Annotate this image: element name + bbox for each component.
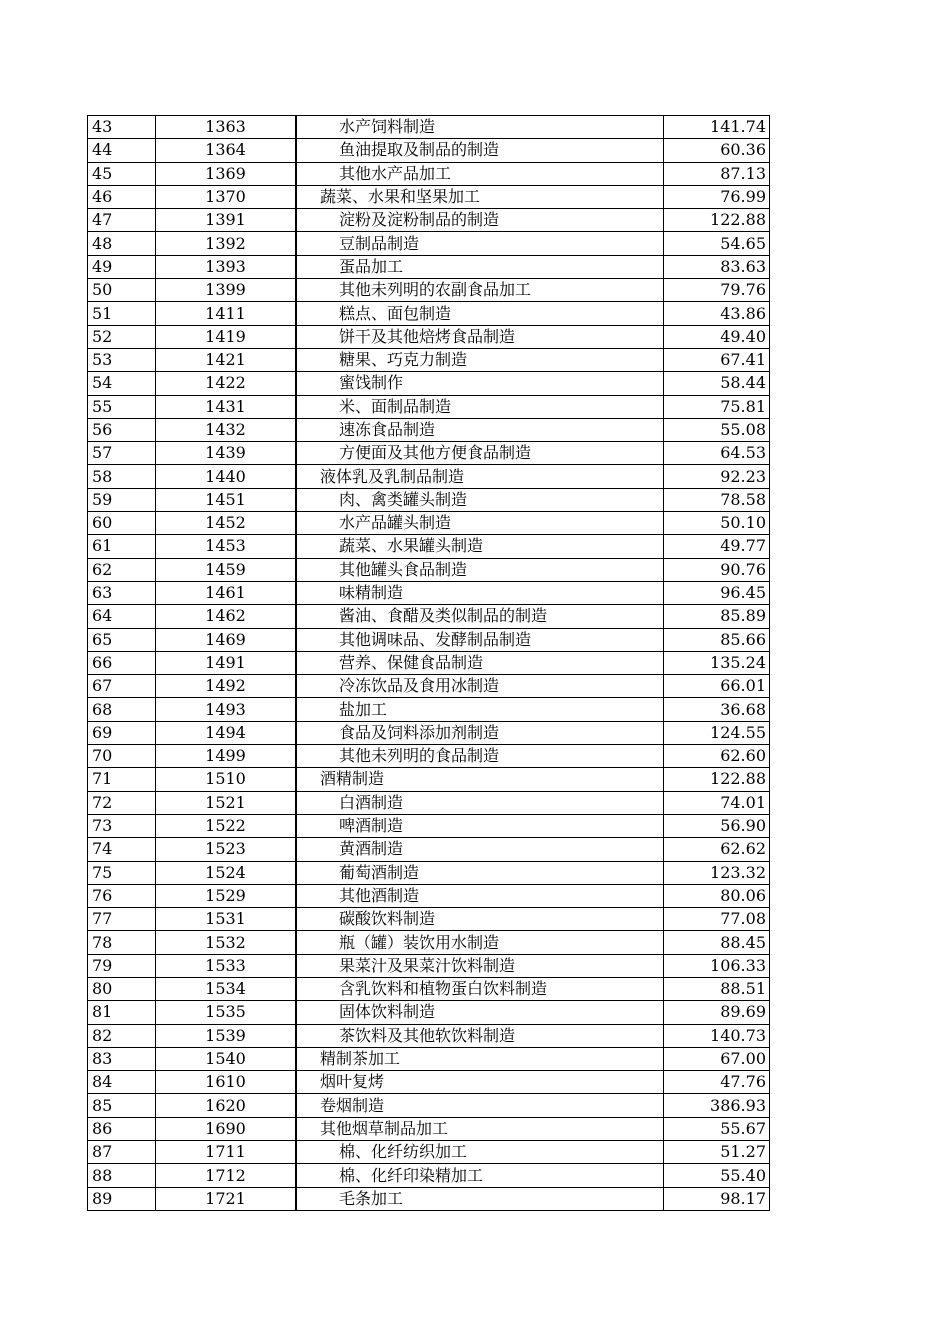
value-cell: 56.90 xyxy=(664,814,770,837)
table-row xyxy=(88,418,770,441)
industry-name-cell: 方便面及其他方便食品制造 xyxy=(296,442,664,465)
table-row xyxy=(88,721,770,744)
industry-name-cell: 米、面制品制造 xyxy=(296,395,664,418)
table-row xyxy=(88,209,770,232)
value-cell: 92.23 xyxy=(664,465,770,488)
industry-name-cell: 棉、化纤印染精加工 xyxy=(296,1164,664,1187)
table-row xyxy=(88,185,770,208)
row-index-cell: 54 xyxy=(88,372,156,395)
table-row xyxy=(88,1071,770,1094)
row-index-cell: 84 xyxy=(88,1071,156,1094)
data-table xyxy=(87,115,770,1211)
value-cell: 123.32 xyxy=(664,861,770,884)
table-row xyxy=(88,162,770,185)
industry-code-cell: 1493 xyxy=(156,698,297,721)
table-row xyxy=(88,814,770,837)
industry-code-cell: 1531 xyxy=(156,908,297,931)
row-index-cell: 79 xyxy=(88,954,156,977)
row-index-cell: 52 xyxy=(88,325,156,348)
industry-code-cell: 1523 xyxy=(156,838,297,861)
value-cell: 43.86 xyxy=(664,302,770,325)
industry-name-cell: 冷冻饮品及食用冰制造 xyxy=(296,675,664,698)
industry-name-cell: 糕点、面包制造 xyxy=(296,302,664,325)
industry-code-cell: 1432 xyxy=(156,418,297,441)
value-cell: 51.27 xyxy=(664,1141,770,1164)
industry-code-cell: 1620 xyxy=(156,1094,297,1117)
industry-code-cell: 1439 xyxy=(156,442,297,465)
industry-code-cell: 1452 xyxy=(156,512,297,535)
value-cell: 62.60 xyxy=(664,745,770,768)
row-index-cell: 81 xyxy=(88,1001,156,1024)
industry-code-cell: 1712 xyxy=(156,1164,297,1187)
row-index-cell: 82 xyxy=(88,1024,156,1047)
industry-name-cell: 其他酒制造 xyxy=(296,884,664,907)
industry-code-cell: 1440 xyxy=(156,465,297,488)
value-cell: 89.69 xyxy=(664,1001,770,1024)
value-cell: 85.66 xyxy=(664,628,770,651)
value-cell: 67.41 xyxy=(664,348,770,371)
industry-code-cell: 1499 xyxy=(156,745,297,768)
value-cell: 75.81 xyxy=(664,395,770,418)
industry-name-cell: 肉、禽类罐头制造 xyxy=(296,488,664,511)
value-cell: 122.88 xyxy=(664,768,770,791)
table-row xyxy=(88,931,770,954)
value-cell: 140.73 xyxy=(664,1024,770,1047)
value-cell: 58.44 xyxy=(664,372,770,395)
row-index-cell: 73 xyxy=(88,814,156,837)
industry-name-cell: 固体饮料制造 xyxy=(296,1001,664,1024)
industry-name-cell: 棉、化纤纺织加工 xyxy=(296,1141,664,1164)
table-row xyxy=(88,535,770,558)
industry-name-cell: 毛条加工 xyxy=(296,1187,664,1210)
value-cell: 36.68 xyxy=(664,698,770,721)
table-row xyxy=(88,558,770,581)
industry-name-cell: 鱼油提取及制品的制造 xyxy=(296,139,664,162)
value-cell: 135.24 xyxy=(664,651,770,674)
industry-name-cell: 葡萄酒制造 xyxy=(296,861,664,884)
industry-name-cell: 其他调味品、发酵制品制造 xyxy=(296,628,664,651)
value-cell: 77.08 xyxy=(664,908,770,931)
industry-name-cell: 含乳饮料和植物蛋白饮料制造 xyxy=(296,977,664,1000)
table-row xyxy=(88,1187,770,1210)
row-index-cell: 61 xyxy=(88,535,156,558)
value-cell: 80.06 xyxy=(664,884,770,907)
industry-name-cell: 营养、保健食品制造 xyxy=(296,651,664,674)
industry-code-cell: 1539 xyxy=(156,1024,297,1047)
industry-code-cell: 1451 xyxy=(156,488,297,511)
industry-code-cell: 1610 xyxy=(156,1071,297,1094)
industry-code-cell: 1524 xyxy=(156,861,297,884)
row-index-cell: 55 xyxy=(88,395,156,418)
industry-code-cell: 1510 xyxy=(156,768,297,791)
row-index-cell: 85 xyxy=(88,1094,156,1117)
industry-name-cell: 瓶（罐）装饮用水制造 xyxy=(296,931,664,954)
row-index-cell: 43 xyxy=(88,116,156,139)
table-row xyxy=(88,1047,770,1070)
value-cell: 85.89 xyxy=(664,605,770,628)
value-cell: 55.40 xyxy=(664,1164,770,1187)
row-index-cell: 60 xyxy=(88,512,156,535)
industry-name-cell: 水产饲料制造 xyxy=(296,116,664,139)
value-cell: 60.36 xyxy=(664,139,770,162)
industry-code-cell: 1492 xyxy=(156,675,297,698)
table-row xyxy=(88,279,770,302)
industry-name-cell: 蜜饯制作 xyxy=(296,372,664,395)
industry-code-cell: 1431 xyxy=(156,395,297,418)
row-index-cell: 51 xyxy=(88,302,156,325)
industry-code-cell: 1453 xyxy=(156,535,297,558)
industry-name-cell: 茶饮料及其他软饮料制造 xyxy=(296,1024,664,1047)
value-cell: 54.65 xyxy=(664,232,770,255)
industry-code-cell: 1532 xyxy=(156,931,297,954)
table-row xyxy=(88,838,770,861)
table-row xyxy=(88,348,770,371)
industry-code-cell: 1370 xyxy=(156,185,297,208)
row-index-cell: 69 xyxy=(88,721,156,744)
value-cell: 55.67 xyxy=(664,1117,770,1140)
row-index-cell: 62 xyxy=(88,558,156,581)
row-index-cell: 70 xyxy=(88,745,156,768)
industry-code-cell: 1529 xyxy=(156,884,297,907)
industry-code-cell: 1494 xyxy=(156,721,297,744)
industry-name-cell: 豆制品制造 xyxy=(296,232,664,255)
industry-name-cell: 盐加工 xyxy=(296,698,664,721)
table-row xyxy=(88,1164,770,1187)
table-row xyxy=(88,884,770,907)
industry-name-cell: 蛋品加工 xyxy=(296,255,664,278)
value-cell: 88.51 xyxy=(664,977,770,1000)
table-row xyxy=(88,698,770,721)
industry-name-cell: 液体乳及乳制品制造 xyxy=(296,465,664,488)
row-index-cell: 49 xyxy=(88,255,156,278)
industry-code-cell: 1411 xyxy=(156,302,297,325)
table-row xyxy=(88,512,770,535)
industry-name-cell: 精制茶加工 xyxy=(296,1047,664,1070)
row-index-cell: 88 xyxy=(88,1164,156,1187)
table-row xyxy=(88,302,770,325)
table-row xyxy=(88,791,770,814)
industry-name-cell: 白酒制造 xyxy=(296,791,664,814)
industry-code-cell: 1521 xyxy=(156,791,297,814)
industry-code-cell: 1364 xyxy=(156,139,297,162)
row-index-cell: 68 xyxy=(88,698,156,721)
row-index-cell: 83 xyxy=(88,1047,156,1070)
value-cell: 386.93 xyxy=(664,1094,770,1117)
industry-name-cell: 碳酸饮料制造 xyxy=(296,908,664,931)
row-index-cell: 76 xyxy=(88,884,156,907)
value-cell: 74.01 xyxy=(664,791,770,814)
row-index-cell: 47 xyxy=(88,209,156,232)
table-row xyxy=(88,745,770,768)
table-row xyxy=(88,325,770,348)
row-index-cell: 65 xyxy=(88,628,156,651)
table-row xyxy=(88,465,770,488)
table-row xyxy=(88,651,770,674)
industry-name-cell: 其他未列明的食品制造 xyxy=(296,745,664,768)
industry-name-cell: 饼干及其他焙烤食品制造 xyxy=(296,325,664,348)
value-cell: 67.00 xyxy=(664,1047,770,1070)
table-row xyxy=(88,861,770,884)
row-index-cell: 87 xyxy=(88,1141,156,1164)
industry-name-cell: 烟叶复烤 xyxy=(296,1071,664,1094)
value-cell: 87.13 xyxy=(664,162,770,185)
industry-name-cell: 糖果、巧克力制造 xyxy=(296,348,664,371)
industry-code-cell: 1369 xyxy=(156,162,297,185)
row-index-cell: 74 xyxy=(88,838,156,861)
row-index-cell: 53 xyxy=(88,348,156,371)
table-row xyxy=(88,372,770,395)
industry-name-cell: 其他烟草制品加工 xyxy=(296,1117,664,1140)
industry-name-cell: 酒精制造 xyxy=(296,768,664,791)
industry-code-cell: 1690 xyxy=(156,1117,297,1140)
value-cell: 122.88 xyxy=(664,209,770,232)
industry-code-cell: 1533 xyxy=(156,954,297,977)
industry-code-cell: 1391 xyxy=(156,209,297,232)
table-row xyxy=(88,628,770,651)
industry-name-cell: 其他罐头食品制造 xyxy=(296,558,664,581)
table-row xyxy=(88,116,770,139)
row-index-cell: 57 xyxy=(88,442,156,465)
value-cell: 88.45 xyxy=(664,931,770,954)
row-index-cell: 44 xyxy=(88,139,156,162)
table-row xyxy=(88,139,770,162)
value-cell: 50.10 xyxy=(664,512,770,535)
value-cell: 96.45 xyxy=(664,581,770,604)
table-row xyxy=(88,255,770,278)
value-cell: 106.33 xyxy=(664,954,770,977)
table-row xyxy=(88,977,770,1000)
industry-code-cell: 1422 xyxy=(156,372,297,395)
value-cell: 55.08 xyxy=(664,418,770,441)
row-index-cell: 75 xyxy=(88,861,156,884)
industry-name-cell: 其他水产品加工 xyxy=(296,162,664,185)
industry-name-cell: 酱油、食醋及类似制品的制造 xyxy=(296,605,664,628)
value-cell: 141.74 xyxy=(664,116,770,139)
value-cell: 49.40 xyxy=(664,325,770,348)
industry-name-cell: 淀粉及淀粉制品的制造 xyxy=(296,209,664,232)
row-index-cell: 72 xyxy=(88,791,156,814)
industry-name-cell: 果菜汁及果菜汁饮料制造 xyxy=(296,954,664,977)
industry-name-cell: 蔬菜、水果和坚果加工 xyxy=(296,185,664,208)
industry-code-cell: 1535 xyxy=(156,1001,297,1024)
row-index-cell: 56 xyxy=(88,418,156,441)
row-index-cell: 59 xyxy=(88,488,156,511)
industry-code-cell: 1363 xyxy=(156,116,297,139)
value-cell: 66.01 xyxy=(664,675,770,698)
industry-name-cell: 食品及饲料添加剂制造 xyxy=(296,721,664,744)
value-cell: 76.99 xyxy=(664,185,770,208)
row-index-cell: 80 xyxy=(88,977,156,1000)
table-row xyxy=(88,908,770,931)
row-index-cell: 86 xyxy=(88,1117,156,1140)
row-index-cell: 50 xyxy=(88,279,156,302)
industry-name-cell: 水产品罐头制造 xyxy=(296,512,664,535)
value-cell: 98.17 xyxy=(664,1187,770,1210)
row-index-cell: 67 xyxy=(88,675,156,698)
industry-name-cell: 黄酒制造 xyxy=(296,838,664,861)
row-index-cell: 58 xyxy=(88,465,156,488)
table-row xyxy=(88,442,770,465)
row-index-cell: 78 xyxy=(88,931,156,954)
industry-code-cell: 1421 xyxy=(156,348,297,371)
table-row xyxy=(88,395,770,418)
industry-code-cell: 1392 xyxy=(156,232,297,255)
row-index-cell: 46 xyxy=(88,185,156,208)
row-index-cell: 71 xyxy=(88,768,156,791)
industry-name-cell: 蔬菜、水果罐头制造 xyxy=(296,535,664,558)
value-cell: 83.63 xyxy=(664,255,770,278)
value-cell: 47.76 xyxy=(664,1071,770,1094)
table-row xyxy=(88,488,770,511)
table-row xyxy=(88,675,770,698)
table-row xyxy=(88,581,770,604)
value-cell: 64.53 xyxy=(664,442,770,465)
row-index-cell: 77 xyxy=(88,908,156,931)
value-cell: 90.76 xyxy=(664,558,770,581)
table-row xyxy=(88,1117,770,1140)
row-index-cell: 63 xyxy=(88,581,156,604)
industry-name-cell: 卷烟制造 xyxy=(296,1094,664,1117)
industry-code-cell: 1459 xyxy=(156,558,297,581)
industry-code-cell: 1522 xyxy=(156,814,297,837)
table-row xyxy=(88,1024,770,1047)
row-index-cell: 45 xyxy=(88,162,156,185)
table-row xyxy=(88,1141,770,1164)
table-row xyxy=(88,605,770,628)
industry-code-cell: 1491 xyxy=(156,651,297,674)
industry-code-cell: 1534 xyxy=(156,977,297,1000)
industry-code-cell: 1393 xyxy=(156,255,297,278)
value-cell: 62.62 xyxy=(664,838,770,861)
industry-code-cell: 1721 xyxy=(156,1187,297,1210)
industry-code-cell: 1540 xyxy=(156,1047,297,1070)
value-cell: 124.55 xyxy=(664,721,770,744)
value-cell: 79.76 xyxy=(664,279,770,302)
table-row xyxy=(88,1094,770,1117)
industry-code-cell: 1461 xyxy=(156,581,297,604)
industry-name-cell: 速冻食品制造 xyxy=(296,418,664,441)
table-body xyxy=(88,116,770,1211)
industry-code-cell: 1462 xyxy=(156,605,297,628)
value-cell: 78.58 xyxy=(664,488,770,511)
row-index-cell: 66 xyxy=(88,651,156,674)
industry-code-cell: 1419 xyxy=(156,325,297,348)
value-cell: 49.77 xyxy=(664,535,770,558)
industry-code-cell: 1711 xyxy=(156,1141,297,1164)
table-row xyxy=(88,1001,770,1024)
industry-name-cell: 味精制造 xyxy=(296,581,664,604)
row-index-cell: 64 xyxy=(88,605,156,628)
industry-code-cell: 1469 xyxy=(156,628,297,651)
row-index-cell: 89 xyxy=(88,1187,156,1210)
industry-code-cell: 1399 xyxy=(156,279,297,302)
row-index-cell: 48 xyxy=(88,232,156,255)
table-row xyxy=(88,232,770,255)
industry-name-cell: 其他未列明的农副食品加工 xyxy=(296,279,664,302)
table-row xyxy=(88,768,770,791)
industry-name-cell: 啤酒制造 xyxy=(296,814,664,837)
table-row xyxy=(88,954,770,977)
